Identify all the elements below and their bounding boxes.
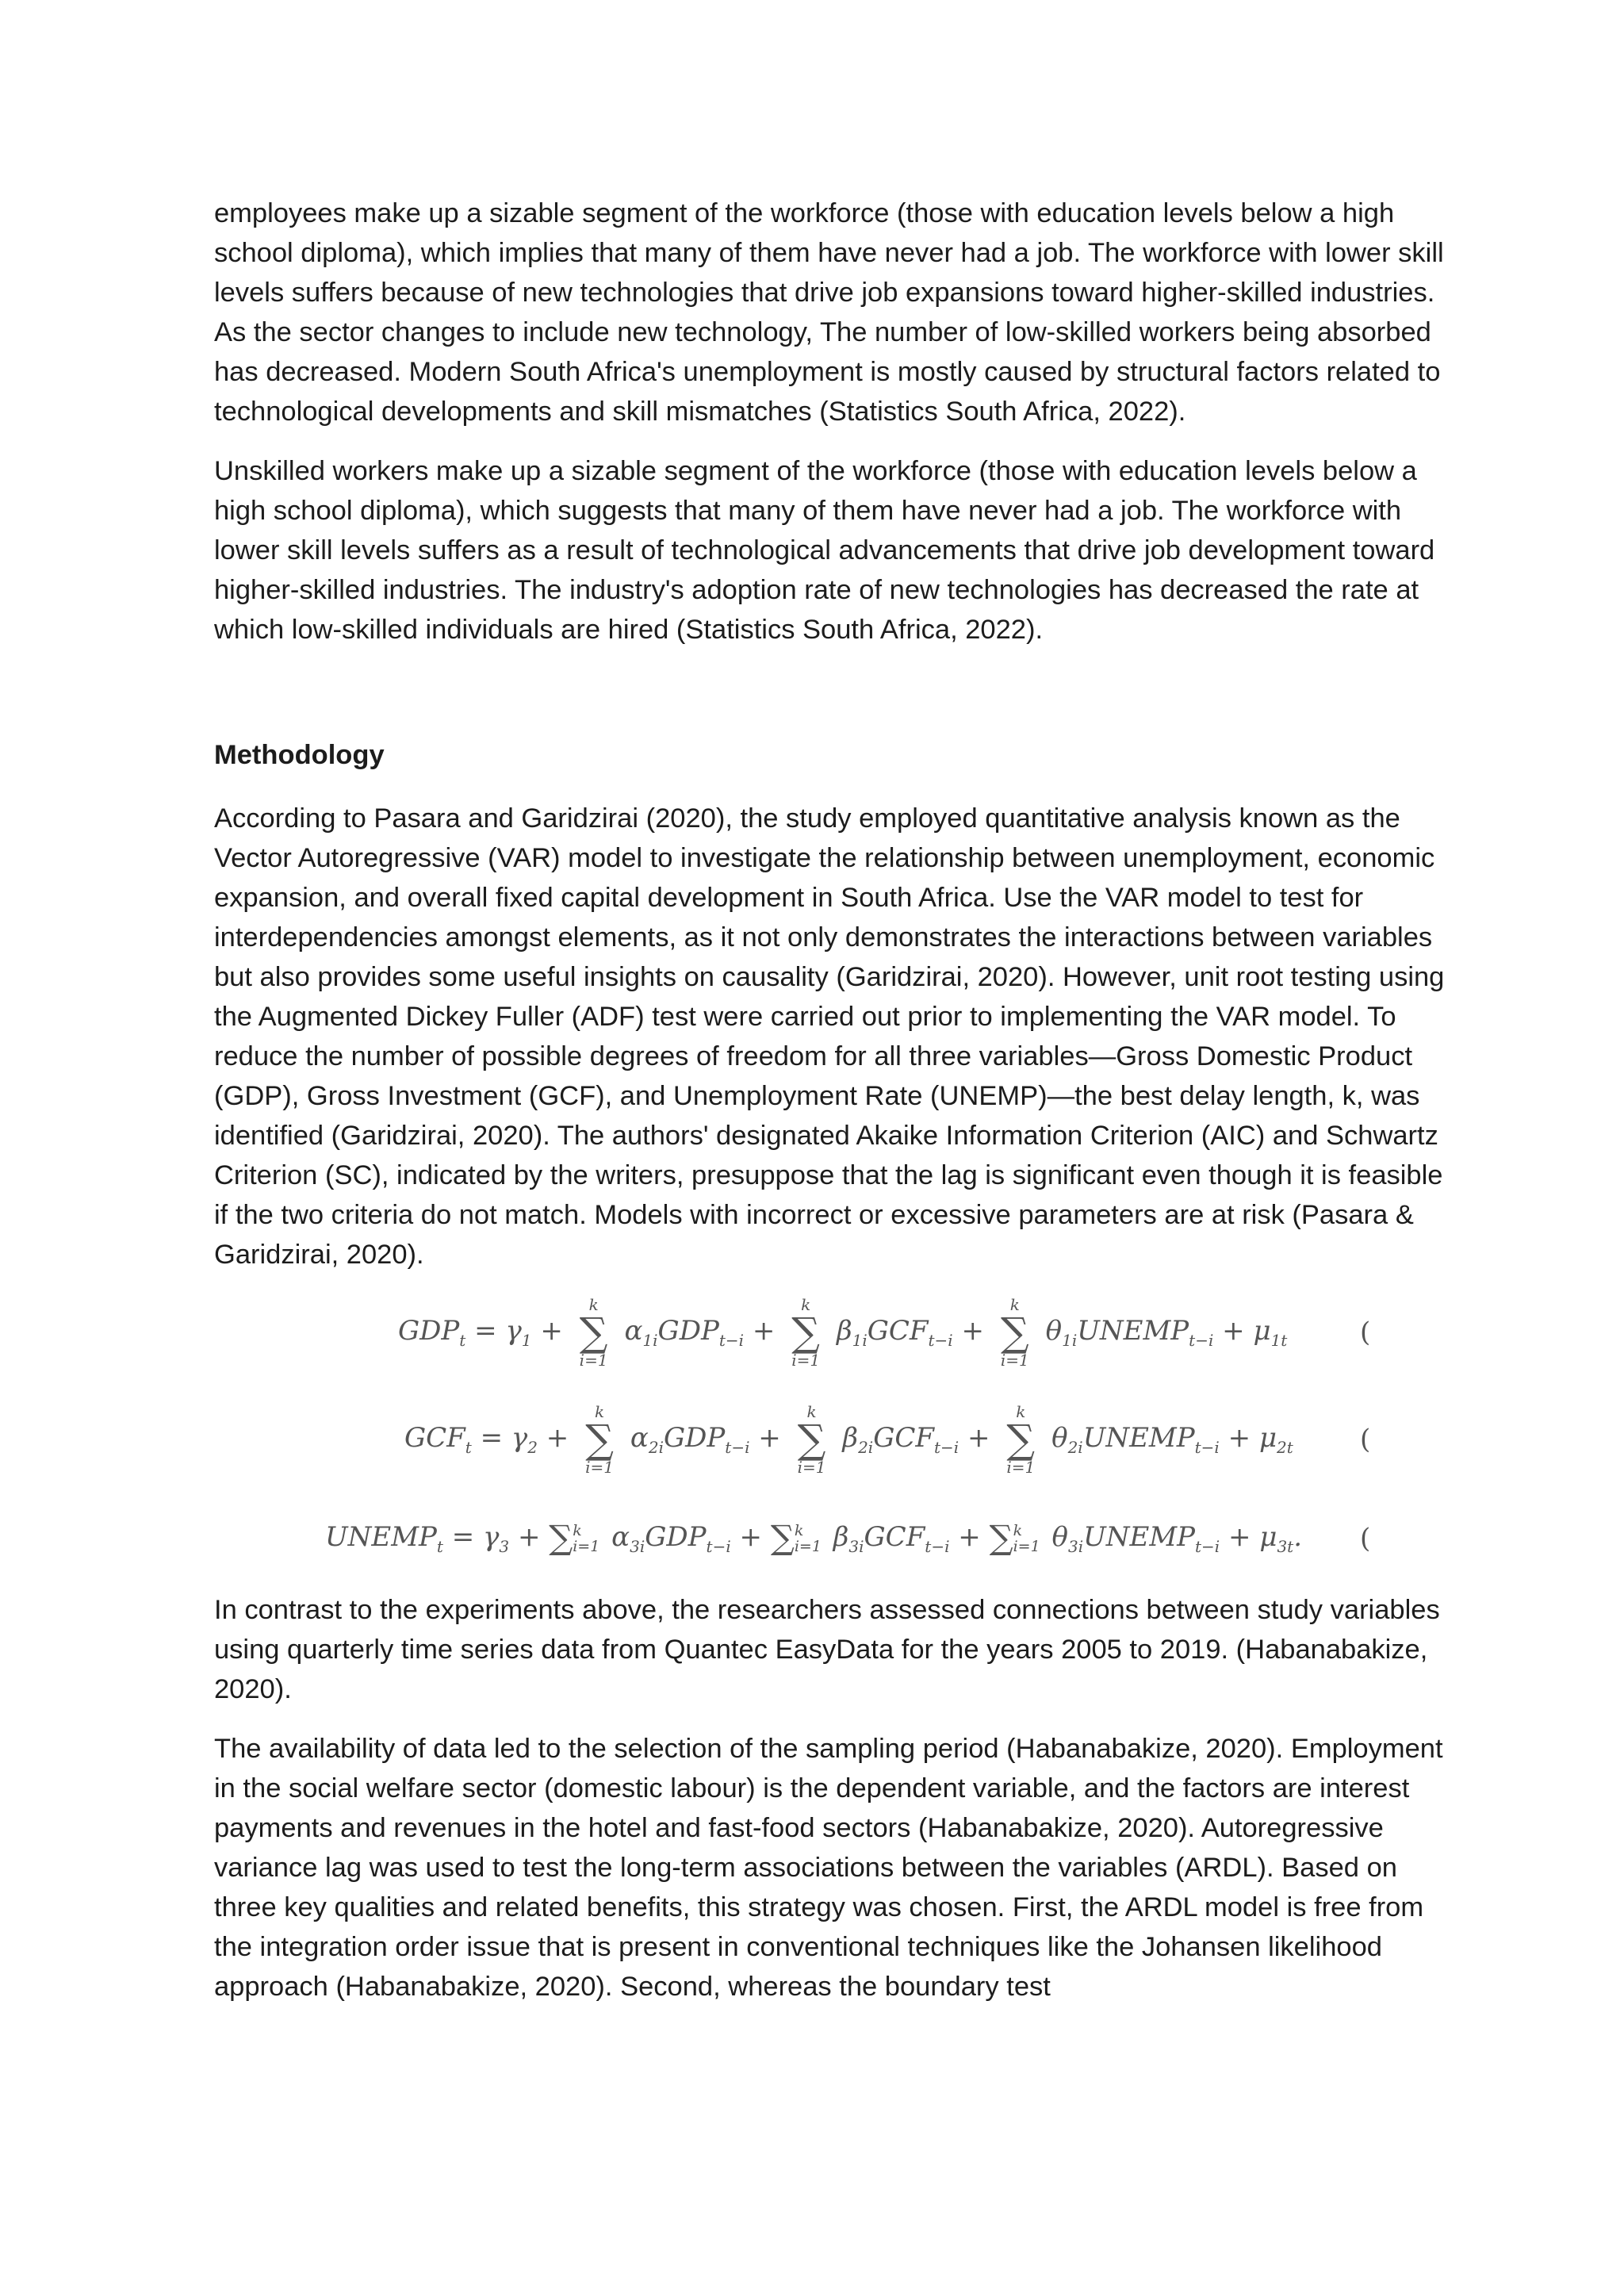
paragraph-1: employees make up a sizable segment of the workforce (those with education levels below a high school diploma), which implies that many of them have never had a job. The workforce with lower skill levels suffers because of new technologies that drive job expansions toward higher-skilled industries. As the sector changes to include new technology, The number of low-skilled workers being absorbed has decreased. Modern South Africa's unemployment is mostly caused by structural factors related to technological developments and skill mismatches (Statistics South Africa, 2022). <box>214 198 1444 427</box>
equation-number-1: ( <box>1360 1317 1371 1348</box>
section-heading: Methodology <box>214 740 385 770</box>
paragraph-2: Unskilled workers make up a sizable segment of the workforce (those with education levels below a high school diploma), which suggests that many of them have never had a job. The workforce with lower skill levels suffers as a result of technological advancements that drive job development toward higher-skilled industries. The industry's adoption rate of new technologies has decreased the rate at which low-skilled individuals are hired (Statistics South Africa, 2022). <box>214 456 1435 645</box>
equation-number-3: ( <box>1360 1523 1371 1554</box>
equation-unemp-body: $UNEMP_t = \gamma_3$ + ∑ k i=1 $\alpha_{3i}GDP_{t-i}$ + ∑ k i=1 $\beta_{3i}GCF_{t-i}$ + ∑ k i=1 $\theta_{3i}UNEMP_{t-i} + \mu_{3t}$. <box>325 1518 1303 1557</box>
paragraph-5: The availability of data led to the selection of the sampling period (Habanabakize, 2020). Employment in the social welfare sector (domestic labour) is the dependent variable, and the factors are interest payments and revenues in the hotel and fast-food sectors (Habanabakize, 2020). Autoregressive variance lag was used to test the long-term associations between the variables (ARDL). Based on three key qualities and related benefits, this strategy was chosen. First, the ARDL model is free from the integration order issue that is present in conventional techniques like the Johansen likelihood approach (Habanabakize, 2020). Second, whereas the boundary test <box>214 1734 1443 2002</box>
document-page <box>214 194 1451 2007</box>
equation-gcf <box>214 1388 1451 1483</box>
equation-gdp-body: $GDP_t = \gamma_1$ + k ∑ i=1 $\alpha_{1i}GDP_{t-i}$ + k ∑ i=1 $\beta_{1i}GCF_{t-i}$ + k ∑ i=1 $\theta_{1i}UNEMP_{t-i} + \mu_{1t}$ <box>398 1295 1288 1370</box>
paragraph-3: According to Pasara and Garidzirai (2020), the study employed quantitative analysis known as the Vector Autoregressive (VAR) model to investigate the relationship between unemployment, economic expansion, and overall fixed capital development in South Africa. Use the VAR model to test for interdependencies amongst elements, as it not only demonstrates the interactions between variables but also provides some useful insights on causality (Garidzirai, 2020). However, unit root testing using the Augmented Dickey Fuller (ADF) test were carried out prior to implementing the VAR model. To reduce the number of possible degrees of freedom for all three variables—Gross Domestic Product (GDP), Gross Investment (GCF), and Unemployment Rate (UNEMP)—the best delay length, k, was identified (Garidzirai, 2020). The authors' designated Akaike Information Criterion (AIC) and Schwartz Criterion (SC), indicated by the writers, presuppose that the lag is significant even though it is feasible if the two criteria do not match. Models with incorrect or excessive parameters are at risk (Pasara & Garidzirai, 2020). <box>214 803 1445 1270</box>
equation-unemp <box>214 1499 1451 1594</box>
equation-block <box>214 1281 1451 1590</box>
paragraph-4: In contrast to the experiments above, the researchers assessed connections between study variables using quarterly time series data from Quantec EasyData for the years 2005 to 2019. (Habanabakize, 2020). <box>214 1595 1440 1704</box>
equation-number-2: ( <box>1360 1424 1371 1455</box>
equation-gdp <box>214 1281 1451 1376</box>
equation-gcf-body: $GCF_t = \gamma_2$ + k ∑ i=1 $\alpha_{2i}GDP_{t-i}$ + k ∑ i=1 $\beta_{2i}GCF_{t-i}$ + k ∑ i=1 $\theta_{2i}UNEMP_{t-i} + \mu_{2t}$ <box>404 1402 1293 1477</box>
